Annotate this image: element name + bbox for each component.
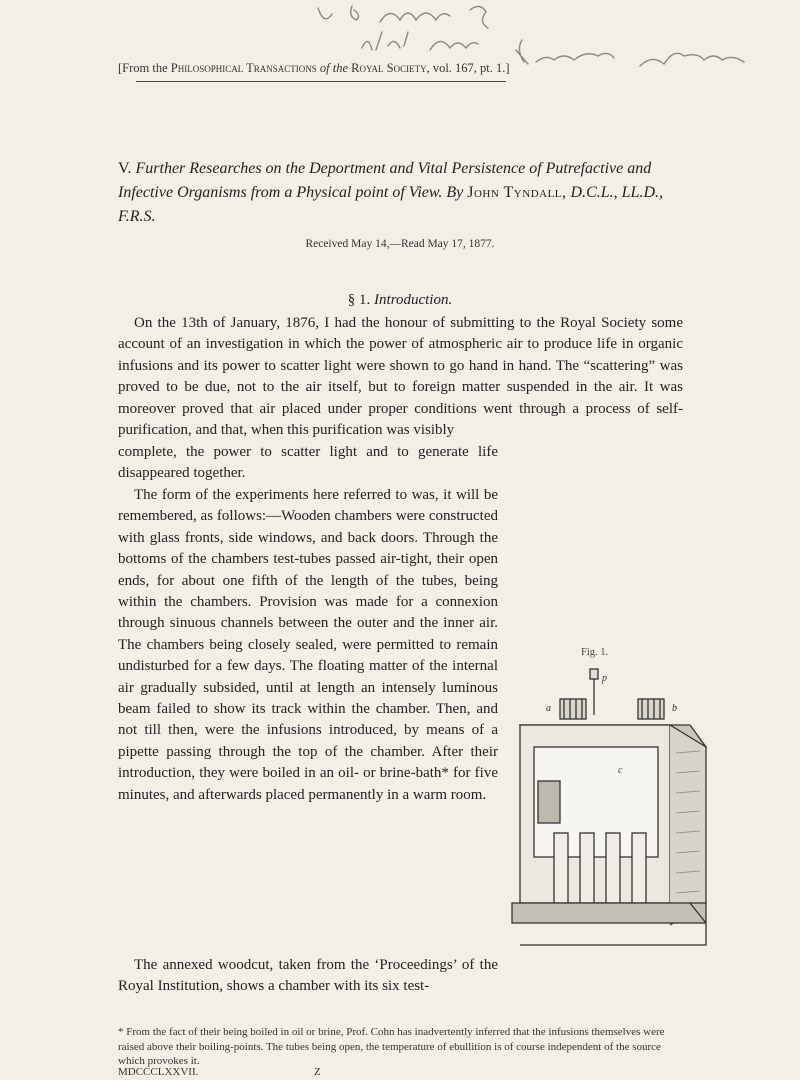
figure-label-p: p: [602, 673, 607, 684]
article-by: By: [446, 184, 464, 201]
source-journal: Philosophical Transactions: [170, 61, 317, 75]
source-suffix: , vol. 167, pt. 1.]: [426, 61, 510, 75]
article-author: John Tyndall,: [467, 184, 567, 201]
figure-label-b: b: [672, 703, 677, 714]
paragraph-3: The annexed woodcut, taken from the ‘Proceedings’ of the Royal Institution, shows a chamber with its six test-: [118, 957, 498, 995]
footer-year: MDCCCLXXVII.: [118, 1066, 199, 1078]
figure-label-c: c: [618, 765, 623, 776]
source-underline: [136, 81, 506, 82]
paragraph-2: The form of the experiments here referred to was, it will be remembered, as follows:—Wooden chambers were constructed with glass fronts, side windows, and back doors. Through the bottoms of the chambers test-tubes passed air-tight, their open ends, for about one fifth of the length of the tubes, being within the chambers. Provision was made for a connexion through sinuous channels between the outer and the inner air. The chambers being closely sealed, were permitted to remain undisturbed for a few days. The floating matter of the internal air gradually subsided, until at length an intensely luminous beam failed to show its track within the chamber. Then, and not till then, were the infusions introduced, by means of a pipette passing through the top of the chamber. After their introduction, they were boiled in an oil- or brine-bath* for five minutes, and afterwards placed permanently in a warm room.: [118, 487, 498, 803]
paragraph-1-end: complete, the power to scatter light and to generate life disappeared together.: [118, 444, 498, 482]
paragraph-1: On the 13th of January, 1876, I had the honour of submitting to the Royal Society some account of an investigation in which the power of atmospheric air to produce life in organic infusions and its power to scatter light were shown to go hand in hand. The “scattering” was proved to be due, not to the air itself, but to foreign matter suspended in the air. It was moreover proved that air placed under proper conditions went through a process of self-purification, and that, when this purification was visibly: [118, 315, 683, 439]
section-heading: [0, 292, 800, 309]
article-title-text: Further Researches on the Deportment and Vital Persistence of Putrefactive and Infective Organisms from a Physical point of View.: [118, 160, 652, 201]
source-citation: [118, 61, 800, 76]
figure-woodcut-chamber: [500, 663, 715, 963]
source-prefix: [From the: [118, 61, 171, 75]
footnote: * From the fact of their being boiled in oil or brine, Prof. Cohn has inadvertently inferred that the infusions themselves were raised above their boiling-points. The tubes being open, the temperature of ebullition is of course independent of the source which provokes it.: [118, 1026, 665, 1067]
figure-caption: Fig. 1.: [581, 647, 609, 658]
footer-signature: Z: [314, 1066, 321, 1078]
article-title: [118, 157, 698, 229]
article-degrees: D.C.L., LL.D., F.R.S.: [118, 184, 664, 225]
page-footer: [118, 1066, 683, 1078]
article-number: V.: [118, 160, 132, 177]
source-of: of the: [316, 61, 352, 75]
section-number: § 1.: [347, 292, 371, 308]
received-date: Received May 14,—Read May 17, 1877.: [305, 238, 495, 250]
figure-label-a: a: [546, 703, 551, 714]
source-society: Royal Society: [351, 61, 427, 75]
section-title: Introduction.: [374, 292, 453, 308]
handwritten-inscription: [0, 0, 800, 100]
